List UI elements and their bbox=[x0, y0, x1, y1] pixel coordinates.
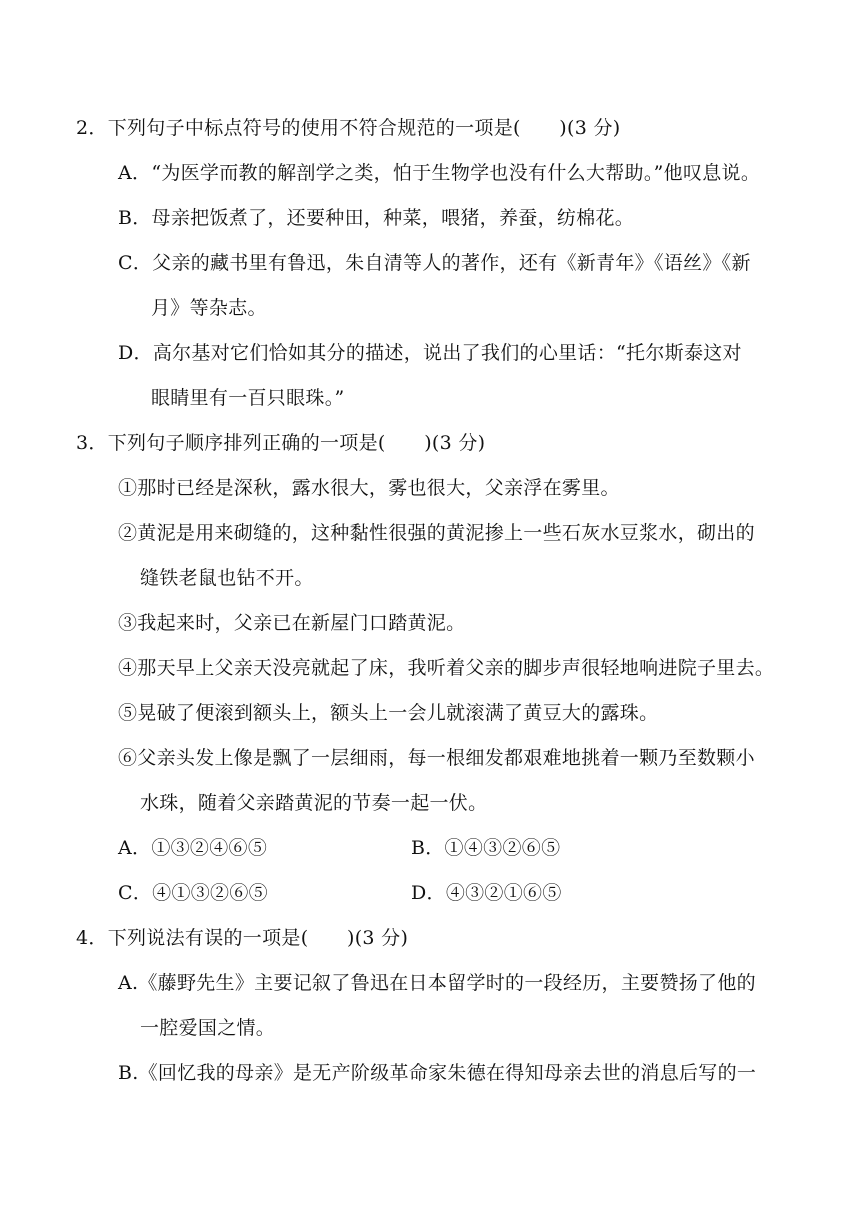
question-4-stem: 4．下列说法有误的一项是( )(3 分) bbox=[76, 927, 409, 949]
question-2-option-d: D．高尔基对它们恰如其分的描述，说出了我们的心里话：“托尔斯泰这对 bbox=[118, 342, 742, 364]
question-2-option-c-cont: 月》等杂志。 bbox=[151, 297, 267, 319]
question-3-sentence-6-cont: 水珠，随着父亲踏黄泥的节奏一起一伏。 bbox=[140, 792, 488, 814]
question-2-stem: 2．下列句子中标点符号的使用不符合规范的一项是( )(3 分) bbox=[76, 117, 621, 139]
question-2-option-d-cont: 眼睛里有一百只眼珠。” bbox=[151, 387, 345, 409]
question-2-option-c: C．父亲的藏书里有鲁迅，朱自清等人的著作，还有《新青年》《语丝》《新 bbox=[118, 252, 751, 274]
question-3-option-b: B．①④③②⑥⑤ bbox=[411, 837, 561, 859]
question-3-sentence-2: ②黄泥是用来砌缝的，这种黏性很强的黄泥掺上一些石灰水豆浆水，砌出的 bbox=[118, 522, 755, 544]
question-3-sentence-1: ①那时已经是深秋，露水很大，雾也很大，父亲浮在雾里。 bbox=[118, 477, 620, 499]
question-2-option-a: A．“为医学而教的解剖学之类，怕于生物学也没有什么大帮助。”他叹息说。 bbox=[118, 162, 761, 184]
question-4-option-a: A.《藤野先生》主要记叙了鲁迅在日本留学时的一段经历，主要赞扬了他的 bbox=[118, 972, 756, 994]
question-3-option-c: C．④①③②⑥⑤ bbox=[118, 882, 268, 904]
question-2-option-b: B．母亲把饭煮了，还要种田，种菜，喂猪，养蚕，纺棉花。 bbox=[118, 207, 635, 229]
question-3-sentence-2-cont: 缝铁老鼠也钻不开。 bbox=[140, 567, 314, 589]
question-3-sentence-5: ⑤晃破了便滚到额头上，额头上一会儿就滚满了黄豆大的露珠。 bbox=[118, 702, 659, 724]
question-4-option-b: B.《回忆我的母亲》是无产阶级革命家朱德在得知母亲去世的消息后写的一 bbox=[118, 1062, 757, 1084]
question-4-option-a-cont: 一腔爱国之情。 bbox=[140, 1017, 276, 1039]
question-3-sentence-3: ③我起来时，父亲已在新屋门口踏黄泥。 bbox=[118, 612, 466, 634]
question-3-sentence-4: ④那天早上父亲天没亮就起了床，我听着父亲的脚步声很轻地响进院子里去。 bbox=[118, 657, 775, 679]
question-3-sentence-6: ⑥父亲头发上像是飘了一层细雨，每一根细发都艰难地挑着一颗乃至数颗小 bbox=[118, 747, 755, 769]
question-3-option-a: A．①③②④⑥⑤ bbox=[118, 837, 268, 859]
question-3-stem: 3．下列句子顺序排列正确的一项是( )(3 分) bbox=[76, 432, 486, 454]
question-3-option-d: D．④③②①⑥⑤ bbox=[411, 882, 562, 904]
